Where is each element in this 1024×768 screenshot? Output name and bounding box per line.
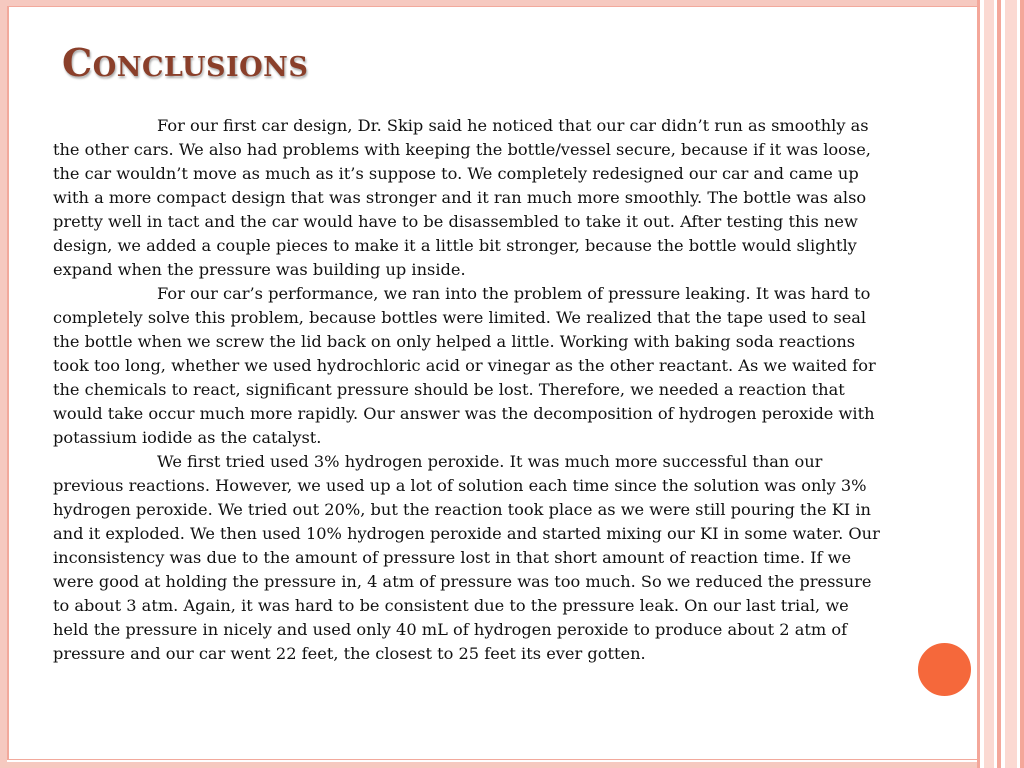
paragraph-2: For our car’s performance, we ran into the problem of pressure leaking. It was hard to completely solve this problem, because bottles were limited. We realized that the tape used to seal the bottle when we screw the lid back on only helped a little. Working with baking soda reactions took too long, whether we used hydrochloric acid or vinegar as the other reactant. As we waited for the chemicals to react, significant pressure should be lost. Therefore, we needed a reaction that would take occur much more rapidly. Our answer was the decomposition of hydrogen peroxide with potassium iodide as the catalyst. [53,284,876,447]
slide-body [53,114,885,666]
stripe [984,0,994,768]
frame-bottom-border [0,762,1024,768]
slide-title: Conclusions [62,40,309,85]
accent-circle-decoration [915,640,974,699]
stripe [1020,0,1024,768]
right-decorative-stripes [977,0,1024,768]
paragraph-1: For our first car design, Dr. Skip said he noticed that our car didn’t run as smoothly as the other cars. We also had problems with keeping the bottle/vessel secure, because if it was loose, the car wouldn’t move as much as it’s suppose to. We completely redesigned our car and came up with a more compact design that was stronger and it ran much more smoothly. The bottle was also pretty well in tact and the car would have to be disassembled to take it out. After testing this new design, we added a couple pieces to make it a little bit stronger, because the bottle would slightly expand when the pressure was building up inside. [53,116,871,279]
paragraph-3: We first tried used 3% hydrogen peroxide. It was much more successful than our previous reactions. However, we used up a lot of solution each time since the solution was only 3% hydrogen peroxide. We tried out 20%, but the reaction took place as we were still pouring the KI in and it exploded. We then used 10% hydrogen peroxide and started mixing our KI in some water. Our inconsistency was due to the amount of pressure lost in that short amount of reaction time. If we were good at holding the pressure in, 4 atm of pressure was too much. So we reduced the pressure to about 3 atm. Again, it was hard to be consistent due to the pressure leak. On our last trial, we held the pressure in nicely and used only 40 mL of hydrogen peroxide to produce about 2 atm of pressure and our car went 22 feet, the closest to 25 feet its ever gotten. [53,452,880,663]
stripe [977,0,980,768]
frame-left-border [0,0,7,768]
stripe [997,0,1001,768]
stripe [1005,0,1017,768]
